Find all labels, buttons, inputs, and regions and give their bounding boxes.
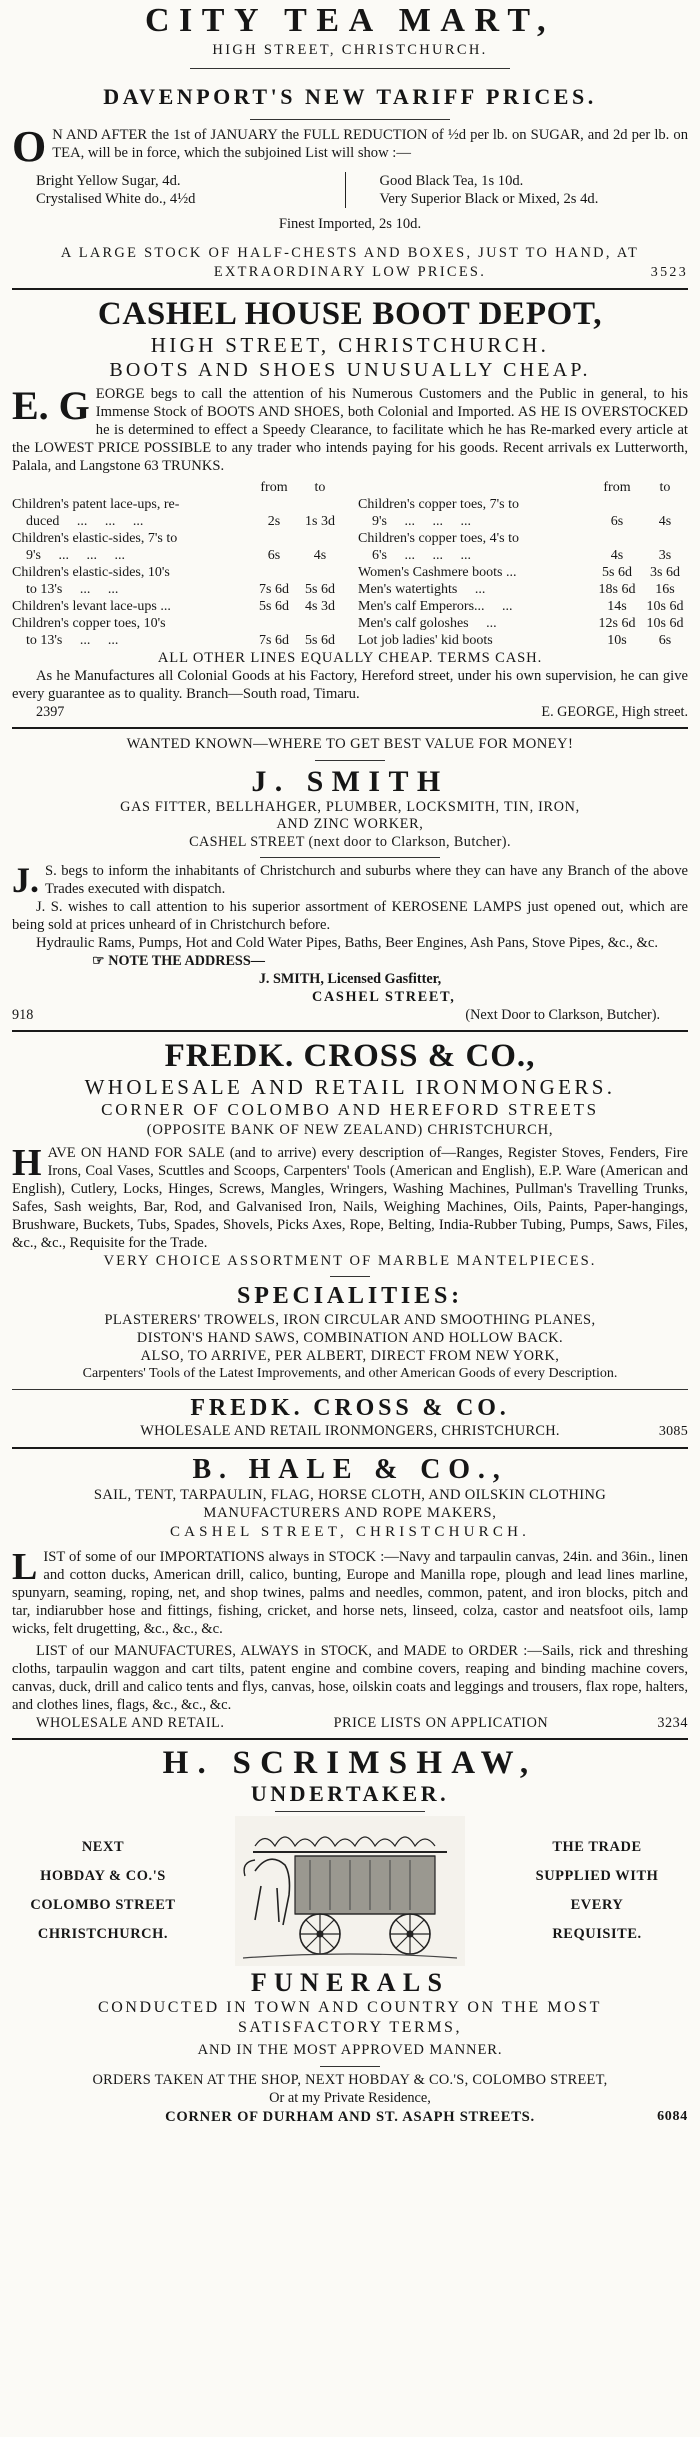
speciality-line: PLASTERERS' TROWELS, IRON CIRCULAR AND SMOOTHING PLANES,	[104, 1312, 596, 1328]
ad-signature: J. SMITH, Licensed Gasfitter,	[258, 971, 442, 987]
ad-title: B. HALE & CO.,	[192, 1454, 508, 1485]
price-to: 6s	[658, 633, 672, 648]
approved-manner: AND IN THE MOST APPROVED MANNER.	[197, 2042, 503, 2058]
drop-cap: H	[12, 1142, 42, 1184]
finest-imported: Finest Imported, 2s 10d.	[278, 216, 422, 232]
price-item: Very Superior Black or Mixed, 2s 4d.	[379, 191, 599, 207]
column-rule	[12, 1030, 688, 1032]
trade-line: SUPPLIED WITH	[535, 1868, 659, 1884]
price-from: 18s 6d	[598, 582, 636, 597]
price-row	[12, 598, 342, 615]
price-to: 1s 3d	[305, 514, 335, 529]
price-item-name: Children's copper toes, 4's to	[358, 531, 519, 546]
ad-intro	[12, 1144, 688, 1252]
ad-address: CASHEL STREET, CHRISTCHURCH.	[169, 1524, 531, 1540]
price-item-name: duced ... ... ...	[12, 514, 144, 529]
price-row	[358, 496, 688, 513]
price-from: 14s	[607, 599, 627, 614]
price-to	[298, 530, 342, 547]
price-item-name: Children's elastic-sides, 7's to	[12, 531, 178, 546]
ad-intro	[12, 862, 688, 898]
price-item-name: Children's patent lace-ups, re-	[12, 497, 180, 512]
col-header: to	[314, 480, 326, 495]
price-from	[592, 530, 642, 547]
price-to	[298, 615, 342, 632]
wholesale-retail: WHOLESALE AND RETAIL.	[36, 1715, 225, 1731]
price-from: 10s	[607, 633, 627, 648]
divider	[275, 1811, 425, 1812]
ad-fredk-cross	[12, 1037, 688, 1441]
trade-supply	[512, 1833, 682, 1949]
location-line: CHRISTCHURCH.	[37, 1926, 169, 1942]
price-from: 4s	[610, 548, 624, 563]
stock-line	[12, 263, 688, 282]
footer-sub: WHOLESALE AND RETAIL IRONMONGERS, CHRISTCHURCH.	[140, 1423, 560, 1439]
divider	[250, 119, 450, 120]
price-to: 4s 3d	[305, 599, 335, 614]
ad-address: HIGH STREET, CHRISTCHURCH.	[212, 42, 488, 58]
price-to	[642, 496, 688, 513]
footer-title: FREDK. CROSS & CO.	[190, 1395, 510, 1421]
price-from	[592, 496, 642, 513]
price-row	[12, 513, 342, 530]
undertaker-panel	[12, 1816, 688, 1966]
price-row	[12, 547, 342, 564]
shop-location	[18, 1833, 188, 1949]
location-line: COLOMBO STREET	[30, 1897, 176, 1913]
orders-line: ORDERS TAKEN AT THE SHOP, NEXT HOBDAY & CO.'S, COLOMBO STREET,	[92, 2072, 608, 2088]
column-rule	[12, 288, 688, 290]
funerals-heading: FUNERALS	[250, 1968, 450, 1997]
ad-signature: CASHEL STREET,	[312, 989, 456, 1005]
col-header: from	[603, 480, 631, 495]
price-to: 3s	[658, 548, 672, 563]
note-address: ☞ NOTE THE ADDRESS—	[92, 953, 265, 969]
ad-intro	[12, 1548, 688, 1638]
price-item-name: 6's ... ... ...	[358, 548, 471, 563]
boot-price-tables	[12, 479, 688, 649]
stock-line: A LARGE STOCK OF HALF-CHESTS AND BOXES, JUST TO HAND, AT	[60, 245, 640, 261]
col-header: from	[260, 480, 288, 495]
wanted-known: WANTED KNOWN—WHERE TO GET BEST VALUE FOR MONEY!	[126, 736, 574, 752]
price-to	[298, 496, 342, 513]
price-table	[358, 479, 688, 649]
footer-line	[12, 1422, 688, 1441]
price-item-name: Children's levant lace-ups ...	[12, 599, 171, 614]
price-to	[642, 530, 688, 547]
boot-price-table-right	[352, 479, 688, 649]
price-row	[12, 615, 342, 632]
ad-city-tea-mart	[12, 2, 688, 282]
divider	[320, 2066, 380, 2067]
divider	[260, 857, 440, 858]
price-row	[358, 564, 688, 581]
price-row	[358, 581, 688, 598]
boot-price-table-left	[12, 479, 352, 649]
price-item-name: Children's elastic-sides, 10's	[12, 565, 170, 580]
price-item: Bright Yellow Sugar, 4d.	[36, 173, 181, 189]
price-from	[250, 496, 298, 513]
ad-h-scrimshaw	[12, 1745, 688, 2127]
ad-footer	[12, 703, 688, 721]
ad-intro	[12, 122, 688, 171]
intro-text: N AND AFTER the 1st of JANUARY the FULL REDUCTION of ½d per lb. on SUGAR, and 2d per lb. on TEA, will be in force, which the subjoined List will show :—	[52, 127, 688, 161]
price-to: 3s 6d	[650, 565, 680, 580]
price-from	[250, 530, 298, 547]
price-row	[358, 530, 688, 547]
ad-address: CASHEL STREET (next door to Clarkson, Butcher).	[189, 834, 511, 850]
ad-cashel-house-boot-depot	[12, 295, 688, 721]
price-item-name: to 13's ... ...	[12, 582, 119, 597]
specialities-heading: SPECIALITIES:	[237, 1283, 463, 1309]
drop-cap: E. G	[12, 383, 90, 428]
price-row	[358, 547, 688, 564]
price-item-name: Children's copper toes, 10's	[12, 616, 166, 631]
price-row	[12, 564, 342, 581]
price-row	[12, 496, 342, 513]
intro-text: EORGE begs to call the attention of his Numerous Customers and the Public in general, to his Immense Stock of BOOTS AND SHOES, both Colonial and Imported. AS HE IS OVERSTOCKED he is determined to effect a Speedy Clearance, to facilitate which he has Re-marked every article at the LOWEST PRICE POSSIBLE to any trader who intends paying for his goods. Recent arrivals ex Lutterworth, Palala, and Langstone 63 TRUNKS.	[12, 386, 688, 474]
price-item-name: Children's copper toes, 7's to	[358, 497, 519, 512]
price-to: 10s 6d	[646, 599, 684, 614]
ad-subtitle: UNDERTAKER.	[250, 1781, 450, 1806]
closing-text: As he Manufactures all Colonial Goods at his Factory, Hereford street, under his own supervision, he can give every guarantee as to quality. Branch—South road, Timaru.	[12, 668, 688, 702]
intro-text: S. begs to inform the inhabitants of Christchurch and suburbs where they can have any Branch of the above Trades executed with dispatch.	[45, 863, 688, 897]
ad-signature: E. GEORGE, High street.	[541, 704, 688, 720]
corner-line	[12, 2107, 688, 2127]
column-rule	[12, 1447, 688, 1449]
price-item-name: Women's Cashmere boots ...	[358, 565, 517, 580]
ad-address: CORNER OF COLOMBO AND HEREFORD STREETS	[101, 1100, 599, 1119]
ad-ref-number: 3085	[658, 1424, 688, 1439]
drop-cap: J.	[12, 860, 39, 900]
price-row	[12, 581, 342, 598]
marble-mantelpieces: VERY CHOICE ASSORTMENT OF MARBLE MANTELPIECES.	[103, 1253, 597, 1269]
price-item-name: 9's ... ... ...	[358, 514, 471, 529]
price-row	[358, 598, 688, 615]
stock-line-text: EXTRAORDINARY LOW PRICES.	[213, 264, 487, 280]
price-row	[358, 615, 688, 632]
other-lines: ALL OTHER LINES EQUALLY CHEAP. TERMS CASH.	[157, 650, 543, 666]
price-to: 5s 6d	[305, 582, 335, 597]
location-line: HOBDAY & CO.'S	[40, 1868, 166, 1884]
ad-b-hale	[12, 1454, 688, 1732]
ad-j-smith	[12, 734, 688, 1024]
price-item: Crystalised White do., 4½d	[36, 191, 196, 207]
trades: AND ZINC WORKER,	[276, 816, 424, 832]
price-from	[250, 564, 298, 581]
price-row	[358, 513, 688, 530]
hydraulic-text: Hydraulic Rams, Pumps, Hot and Cold Water Pipes, Baths, Beer Engines, Ash Pans, Stove Pipes, &c., &c.	[36, 935, 658, 951]
price-item-name: Men's calf goloshes ...	[358, 616, 497, 631]
price-from: 7s 6d	[259, 582, 289, 597]
trades: GAS FITTER, BELLHAHGER, PLUMBER, LOCKSMITH, TIN, IRON,	[120, 799, 580, 815]
ad-title: J. SMITH	[251, 765, 449, 798]
conducted-line: CONDUCTED IN TOWN AND COUNTRY ON THE MOST	[98, 1999, 602, 2016]
ad-title: CITY TEA MART,	[144, 2, 556, 39]
trade-line: EVERY	[570, 1897, 624, 1913]
ad-ref-number: 6084	[657, 2109, 688, 2124]
price-to	[298, 564, 342, 581]
price-to: 4s	[313, 548, 327, 563]
divider	[315, 760, 385, 761]
ad-trades: MANUFACTURERS AND ROPE MAKERS,	[203, 1505, 497, 1521]
ad-ref-number: 3234	[657, 1715, 688, 1731]
ad-signature: (Next Door to Clarkson, Butcher).	[465, 1007, 660, 1023]
ad-trades: SAIL, TENT, TARPAULIN, FLAG, HORSE CLOTH, AND OILSKIN CLOTHING	[93, 1487, 607, 1503]
ad-footer	[12, 1006, 688, 1024]
price-row	[12, 632, 342, 649]
kerosene-text: J. S. wishes to call attention to his superior assortment of KEROSENE LAMPS just opened out, which are being sold at prices unheard of in Christchurch before.	[12, 899, 688, 933]
hearse-engraving-icon	[235, 1816, 465, 1966]
ad-title: FREDK. CROSS & CO.,	[164, 1038, 536, 1074]
price-list-left	[12, 172, 346, 208]
col-header: to	[659, 480, 671, 495]
ad-ref-number: 918	[12, 1007, 34, 1023]
ad-title: CASHEL HOUSE BOOT DEPOT,	[97, 296, 603, 332]
price-item: Good Black Tea, 1s 10d.	[379, 173, 524, 189]
manufactures-text: LIST of our MANUFACTURES, ALWAYS in STOCK, and MADE to ORDER :—Sails, rick and threshing cloths, tarpaulin waggon and cart tilts, patent engine and combine covers, reaping and binding machine covers, canvas, duck, drill and calico tents and flys, canvas, hose, oilskin coats and leggings and trousers, flax rope, halters, and clothes lines, flags, &c., &c., &c.	[12, 1643, 688, 1713]
corner-text: CORNER OF DURHAM AND ST. ASAPH STREETS.	[165, 2109, 535, 2125]
speciality-line: Carpenters' Tools of the Latest Improvements, and other American Goods of every Description.	[82, 1366, 618, 1381]
price-from: 12s 6d	[598, 616, 636, 631]
price-table	[12, 479, 342, 649]
ad-headline: BOOTS AND SHOES UNUSUALLY CHEAP.	[109, 359, 591, 381]
conducted-line: SATISFACTORY TERMS,	[237, 2019, 463, 2036]
drop-cap: L	[12, 1546, 38, 1588]
ad-address: HIGH STREET, CHRISTCHURCH.	[150, 333, 550, 357]
price-lists: PRICE LISTS ON APPLICATION	[333, 1715, 549, 1731]
price-list-right	[346, 172, 689, 208]
price-row	[358, 632, 688, 649]
column-rule	[12, 727, 688, 729]
price-item-name: to 13's ... ...	[12, 633, 119, 648]
ad-footer	[12, 1714, 688, 1732]
price-to: 10s 6d	[646, 616, 684, 631]
ad-ref-number: 3523	[650, 265, 688, 280]
ad-ref-number: 2397	[36, 704, 65, 720]
ad-title: H. SCRIMSHAW,	[162, 1745, 538, 1781]
price-from: 5s 6d	[259, 599, 289, 614]
price-from: 6s	[267, 548, 281, 563]
divider	[12, 1389, 688, 1390]
divider	[190, 68, 510, 69]
price-item-name: Men's watertights ...	[358, 582, 486, 597]
ad-opposite: (OPPOSITE BANK OF NEW ZEALAND) CHRISTCHURCH,	[146, 1122, 554, 1138]
speciality-line: DISTON'S HAND SAWS, COMBINATION AND HOLLOW BACK.	[136, 1330, 564, 1346]
trade-line: REQUISITE.	[552, 1926, 642, 1942]
ad-headline: DAVENPORT'S NEW TARIFF PRICES.	[103, 84, 597, 109]
tea-price-list	[12, 172, 688, 208]
price-from: 2s	[267, 514, 281, 529]
price-to: 4s	[658, 514, 672, 529]
trade-line: THE TRADE	[552, 1839, 642, 1855]
price-item-name: 9's ... ... ...	[12, 548, 125, 563]
drop-cap: O	[12, 122, 47, 171]
price-from	[250, 615, 298, 632]
ad-intro	[12, 385, 688, 475]
column-rule	[12, 1738, 688, 1740]
price-row	[12, 530, 342, 547]
price-from: 6s	[610, 514, 624, 529]
intro-text: AVE ON HAND FOR SALE (and to arrive) every description of—Ranges, Register Stoves, Fenders, Fire Irons, Coal Vases, Scuttles and Scoops, Carpenters' Tools (American and English), E.P. Ware (American and English), Cutlery, Locks, Hinges, Screws, Mangles, Wringers, Washing Machines, Pullman's Travelling Trunks, Safes, Sash weights, Bar, Rod, and Galvanised Iron, Nails, Weighing Machines, Oils, Paints, Paper-hangings, Brushware, Buckets, Tubs, Spades, Shovels, Picks Axes, Rope, Belting, India-Rubber Tubing, Pumps, Saws, Files, &c., &c., Requisite for the Trade.	[12, 1145, 688, 1251]
intro-text: IST of some of our IMPORTATIONS always in STOCK :—Navy and tarpaulin canvas, 24in. and 36in., linen and cotton ducks, American drill, calico, bunting, Europe and Manilla rope, plough and lead lines marline, spunyarn, seaming, roping, net, and shop twines, palms and needles, common, patent, and iron blocks, pitch and tar, indiarubber hose and fittings, fishing, cricket, and horse nets, linseed, colza, castor and neatsfoot oils, lamp wicks, felt drugetting, &c., &c., &c.	[12, 1549, 688, 1637]
divider	[330, 1276, 370, 1277]
price-item-name: Lot job ladies' kid boots	[358, 633, 493, 648]
price-from: 7s 6d	[259, 633, 289, 648]
price-item-name: Men's calf Emperors... ...	[358, 599, 513, 614]
speciality-line: ALSO, TO ARRIVE, PER ALBERT, DIRECT FROM NEW YORK,	[140, 1348, 560, 1364]
location-line: NEXT	[81, 1839, 125, 1855]
ad-subtitle: WHOLESALE AND RETAIL IRONMONGERS.	[84, 1075, 616, 1099]
residence-line: Or at my Private Residence,	[269, 2090, 431, 2106]
price-to: 5s 6d	[305, 633, 335, 648]
price-from: 5s 6d	[602, 565, 632, 580]
price-to: 16s	[655, 582, 675, 597]
